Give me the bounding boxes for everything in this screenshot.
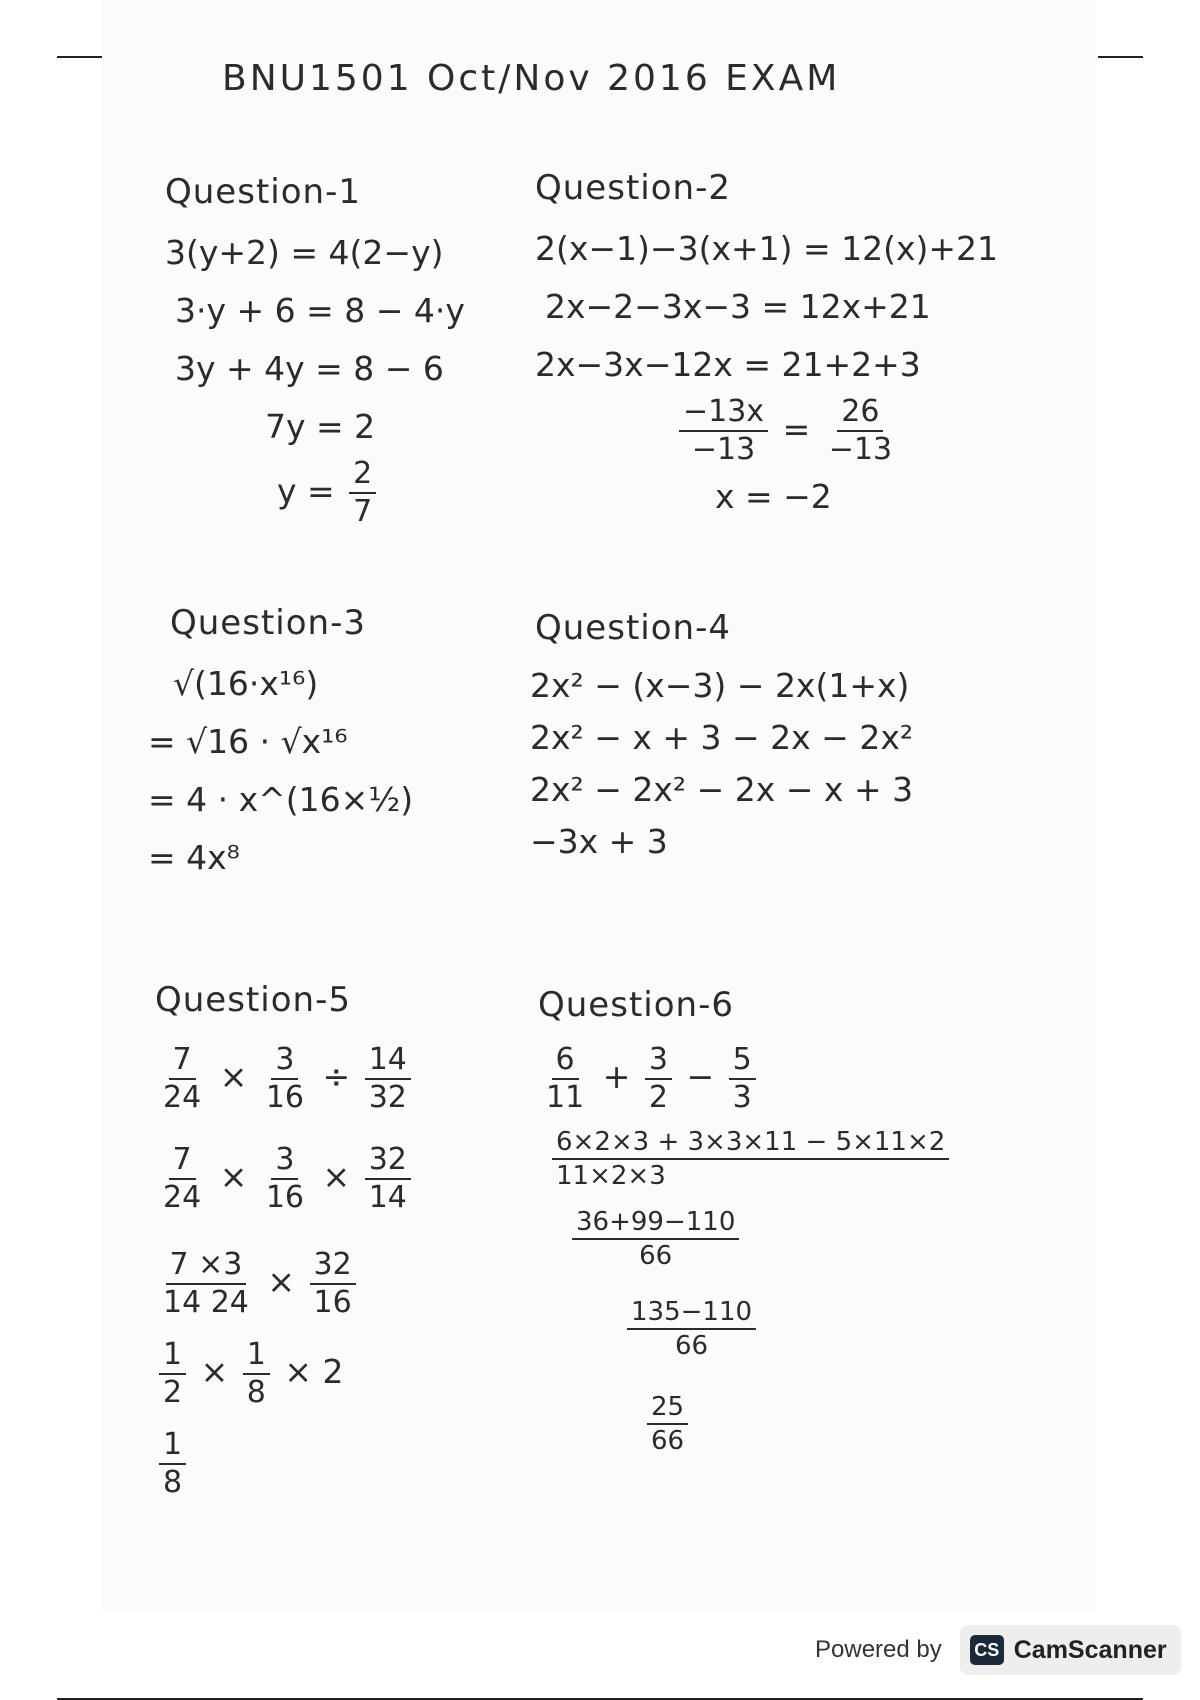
- q5-step-3: [155, 1232, 415, 1332]
- question-5-heading: Question-5: [155, 980, 351, 1020]
- q5-r4-frac-a: $\frac{1}{2}$: [159, 1337, 186, 1411]
- q2-rhs-numerator: 26: [837, 394, 883, 432]
- q2-rhs-fraction: [825, 394, 896, 468]
- question-2-block: [535, 168, 998, 526]
- question-6-heading: Question-6: [538, 985, 734, 1025]
- q1-answer-fraction: [349, 456, 376, 530]
- q1-step-1: 3(y+2) = 4(2−y): [165, 233, 444, 272]
- q1-step-4: 7y = 2: [265, 407, 376, 446]
- q5-r3-frac-a: $\frac{7 \times 3}{14 24}$: [163, 1246, 249, 1320]
- q2-lhs-numerator: −13x: [679, 394, 768, 432]
- q5-r2-frac-b: $\frac{3}{16}$: [265, 1141, 305, 1215]
- question-3-block: [148, 603, 413, 887]
- question-3-heading: Question-3: [170, 603, 366, 643]
- page-title: BNU1501 Oct/Nov 2016 EXAM: [222, 58, 841, 99]
- q6-step-2: [538, 1117, 953, 1197]
- camscanner-brand: CamScanner: [1013, 1635, 1167, 1664]
- q6-r1-frac-c: $\frac{5}{3}$: [729, 1042, 756, 1116]
- q6-step-1: [538, 1037, 953, 1117]
- q3-step-3: = 4 · x^(16×½): [148, 780, 414, 819]
- left-margin-mark: [57, 56, 102, 58]
- q5-r3-op1: ×: [267, 1262, 296, 1301]
- q5-r1-frac-b: $\frac{3}{16}$: [265, 1041, 305, 1115]
- q5-step-4: [155, 1332, 415, 1412]
- question-4-heading: Question-4: [535, 608, 731, 648]
- q2-lhs-denominator: −13: [691, 432, 756, 467]
- q5-r2-frac-c: $\frac{32}{14}$: [365, 1142, 411, 1216]
- question-5-block: [155, 980, 415, 1512]
- q5-r1-frac-c: $\frac{14}{32}$: [365, 1042, 411, 1116]
- camscanner-watermark: [815, 1625, 1181, 1675]
- q4-step-2: 2x² − x + 3 − 2x − 2x²: [530, 718, 914, 757]
- camscanner-badge: [960, 1625, 1181, 1675]
- q5-step-2: [155, 1122, 415, 1232]
- q5-r4-op1: ×: [200, 1352, 229, 1391]
- q5-r2-op1: ×: [219, 1157, 248, 1196]
- q5-r3-frac-b: $\frac{32}{16}$: [310, 1247, 356, 1321]
- q5-step-1: [155, 1032, 415, 1122]
- question-6-block: [538, 985, 953, 1467]
- q3-answer: = 4x⁸: [148, 838, 240, 877]
- q1-step-3: 3y + 4y = 8 − 6: [175, 349, 444, 388]
- q1-answer-numerator: 2: [349, 456, 376, 494]
- q3-step-2: = √16 · √x¹⁶: [148, 722, 348, 761]
- powered-by-label: Powered by: [815, 1636, 942, 1663]
- question-1-block: [165, 172, 465, 530]
- q6-r4-fraction: $\frac{135-110}{66}$: [627, 1296, 756, 1362]
- q4-answer: −3x + 3: [530, 822, 668, 861]
- q2-lhs-fraction: [679, 394, 768, 468]
- q2-equals: =: [782, 409, 811, 449]
- q6-step-4: [538, 1277, 953, 1377]
- q6-step-3: [538, 1197, 953, 1277]
- q5-r2-frac-a: $\frac{7}{24}$: [163, 1141, 202, 1215]
- q6-r3-fraction: $\frac{36+99-110}{66}$: [572, 1206, 739, 1272]
- q2-step-2: 2x−2−3x−3 = 12x+21: [545, 287, 931, 326]
- q6-r1-op2: −: [686, 1057, 715, 1096]
- q1-answer-denominator: 7: [353, 494, 373, 529]
- q5-r1-frac-a: $\frac{7}{24}$: [163, 1041, 202, 1115]
- q6-r1-frac-a: $\frac{6}{11}$: [546, 1041, 585, 1115]
- q4-step-3: 2x² − 2x² − 2x − x + 3: [530, 770, 914, 809]
- q1-answer-lhs: y =: [277, 471, 335, 511]
- q2-step-1: 2(x−1)−3(x+1) = 12(x)+21: [535, 229, 999, 268]
- q6-r1-frac-b: $\frac{3}{2}$: [645, 1042, 672, 1116]
- question-4-block: [530, 608, 913, 868]
- question-2-heading: Question-2: [535, 168, 731, 208]
- q5-answer-fraction: $\frac{1}{8}$: [159, 1427, 186, 1501]
- q5-r4-frac-b: $\frac{1}{8}$: [243, 1337, 270, 1411]
- q5-r2-op2: ×: [322, 1157, 351, 1196]
- q4-step-1: 2x² − (x−3) − 2x(1+x): [530, 666, 910, 705]
- q5-answer: [155, 1412, 415, 1512]
- q2-answer: x = −2: [715, 477, 832, 516]
- question-1-heading: Question-1: [165, 172, 361, 212]
- q5-r4-tail: × 2: [284, 1352, 344, 1391]
- q3-step-1: √(16·x¹⁶): [173, 664, 319, 703]
- q6-r1-op1: +: [602, 1057, 631, 1096]
- q2-step-3: 2x−3x−12x = 21+2+3: [535, 345, 921, 384]
- q5-r1-op1: ×: [219, 1057, 248, 1096]
- q1-step-2: 3·y + 6 = 8 − 4·y: [175, 291, 465, 330]
- q2-rhs-denominator: −13: [828, 432, 893, 467]
- q6-answer-fraction: $\frac{25}{66}$: [647, 1391, 688, 1457]
- q6-answer: [538, 1377, 953, 1467]
- q5-r1-op2: ÷: [322, 1057, 351, 1096]
- q2-step-4: [535, 394, 998, 468]
- q6-r2-fraction: $\frac{6\times 2\times 3 + 3\times 3\times 11 - 5\times 11\times 2}{11\times 2\times 3}$: [552, 1126, 949, 1192]
- q1-answer: [165, 456, 465, 530]
- right-margin-mark: [1098, 56, 1143, 58]
- camscanner-logo-icon: CS: [970, 1635, 1004, 1665]
